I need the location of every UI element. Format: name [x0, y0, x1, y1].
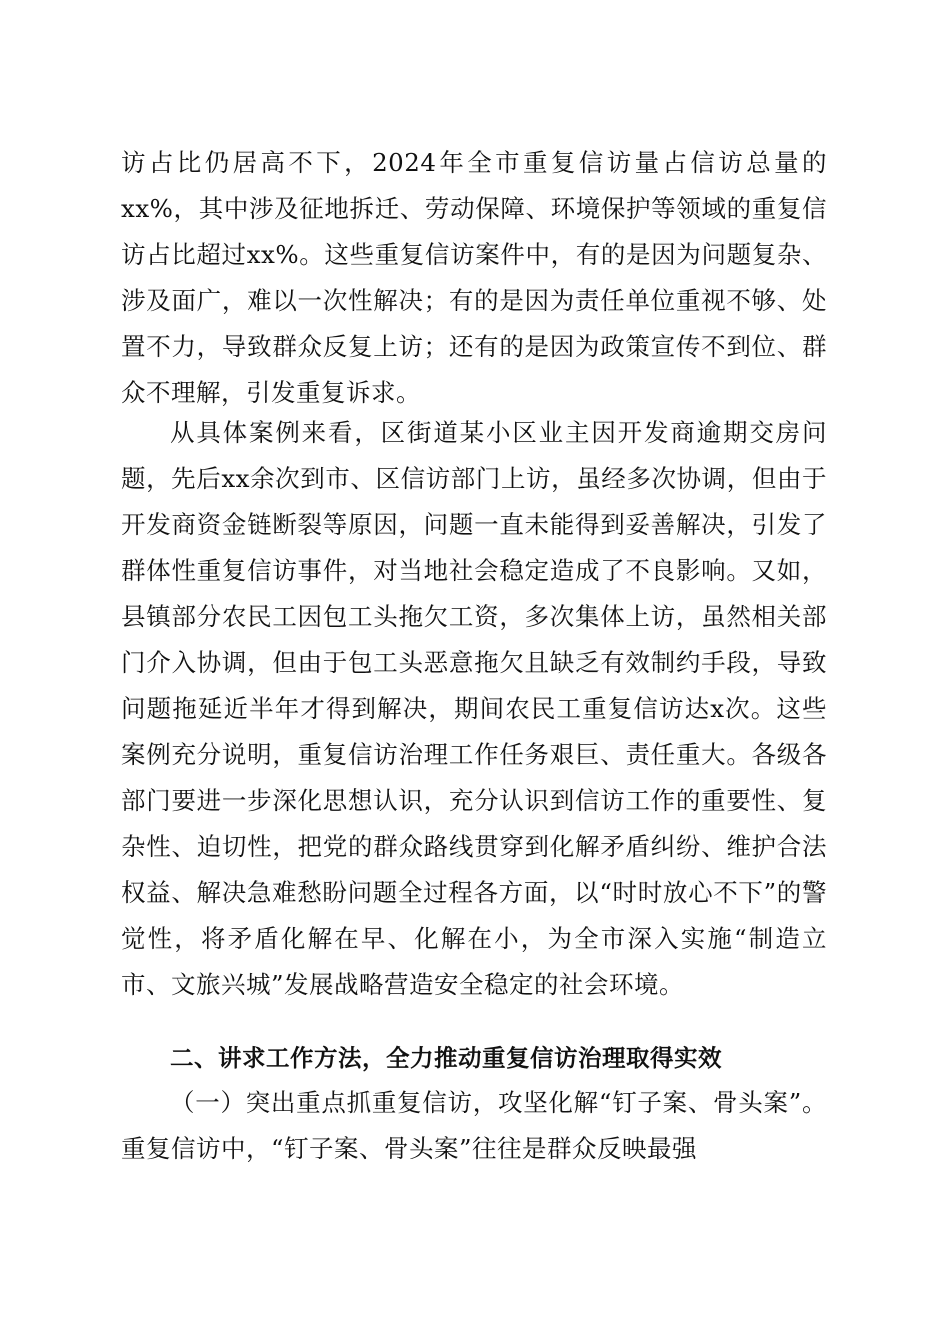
paragraph-case-examples: 从具体案例来看，区街道某小区业主因开发商逾期交房问题，先后xx余次到市、区信访部门上访，虽经多次协调，但由于开发商资金链断裂等原因，问题一直未能得到妥善解决，引发了群体性重复信访事件，对当地社会稳定造成了不良影响。又如，县镇部分农民工因包工头拖欠工资，多次集体上访，虽然相关部门介入协调，但由于包工头恶意拖欠且缺乏有效制约手段，导致问题拖延近半年才得到解决，期间农民工重复信访达x次。这些案例充分说明，重复信访治理工作任务艰巨、责任重大。各级各部门要进一步深化思想认识，充分认识到信访工作的重要性、复杂性、迫切性，把党的群众路线贯穿到化解矛盾纠纷、维护合法权益、解决急难愁盼问题全过程各方面，以“时时放心不下”的警觉性，将矛盾化解在早、化解在小，为全市深入实施“制造立市、文旅兴城”发展战略营造安全稳定的社会环境。 — [121, 418, 827, 999]
paragraph-subsection: （一）突出重点抓重复信访，攻坚化解“钉子案、骨头案”。重复信访中，“钉子案、骨头案”往往是群众反映最强 — [121, 1088, 827, 1163]
paragraph-continuation: 访占比仍居高不下，2024年全市重复信访量占信访总量的xx%，其中涉及征地拆迁、劳动保障、环境保护等领域的重复信访占比超过xx%。这些重复信访案件中，有的是因为问题复杂、涉及面广，难以一次性解决；有的是因为责任单位重视不够、处置不力，导致群众反复上访；还有的是因为政策宣传不到位、群众不理解，引发重复诉求。 — [121, 148, 827, 407]
section-heading: 二、讲求工作方法，全力推动重复信访治理取得实效 — [170, 1044, 722, 1072]
